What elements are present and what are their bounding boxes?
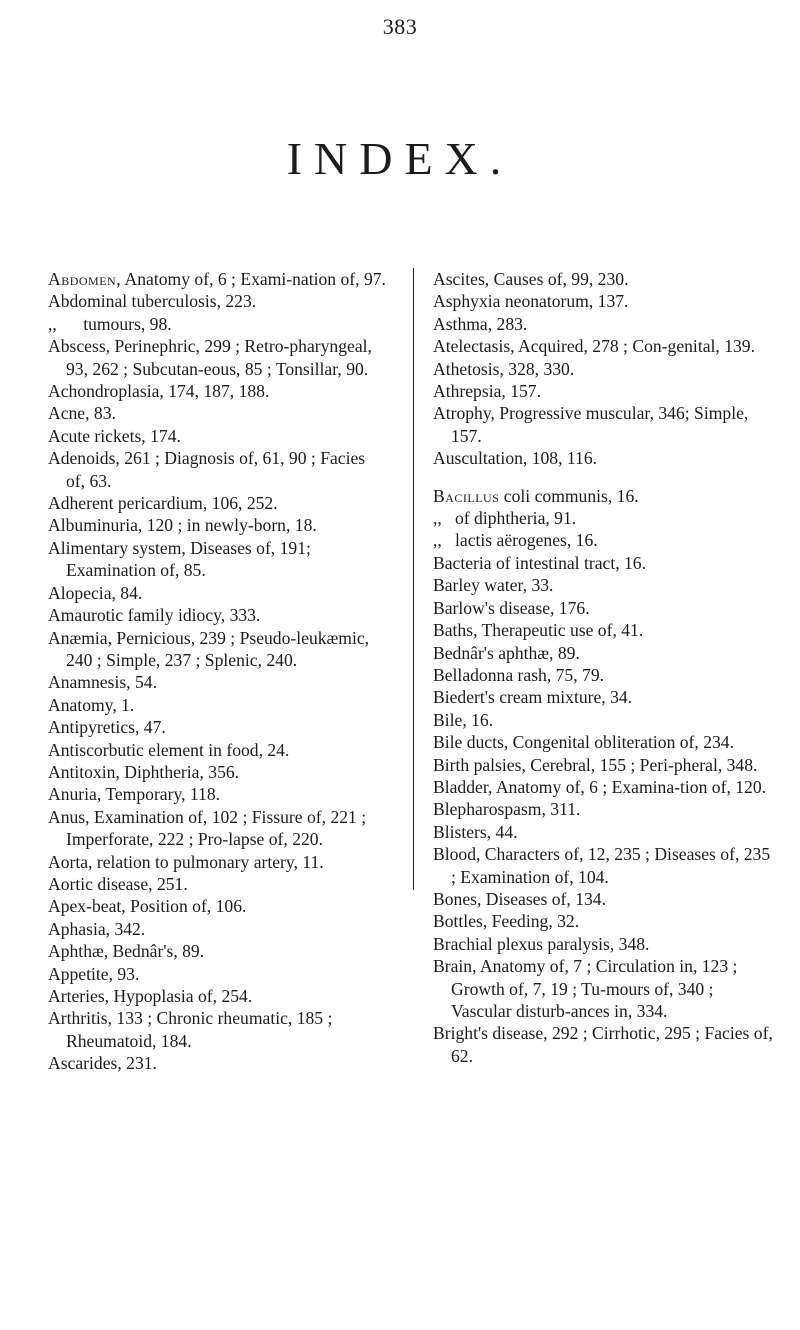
index-entry (433, 597, 775, 619)
index-entry (48, 918, 388, 940)
index-entry (48, 873, 388, 895)
index-entry (48, 963, 388, 985)
index-entry (48, 380, 388, 402)
index-entry-head: Bacteria of intestinal tract, 16. (433, 552, 646, 573)
index-entry-head: Acne, 83. (48, 403, 116, 424)
index-entry-head: Aortic disease, 251. (48, 873, 188, 894)
index-entry (433, 664, 775, 686)
index-entry (48, 492, 388, 514)
index-entry-head: Amaurotic family idiocy, 333. (48, 605, 261, 626)
index-entry-head: Anatomy, 1. (48, 694, 135, 715)
index-entry-head: Alopecia, 84. (48, 582, 143, 603)
index-entry (433, 798, 775, 820)
index-entry-head: Acute rickets, 174. (48, 425, 181, 446)
index-entry-head: Adherent pericardium, 106, 252. (48, 493, 278, 514)
index-entry-head: Asthma, 283. (433, 313, 528, 334)
index-entry-head: Bottles, Feeding, 32. (433, 911, 580, 932)
index-entry-head: Anuria, Temporary, 118. (48, 784, 221, 805)
index-entry (48, 985, 388, 1007)
index-entry (433, 447, 775, 469)
index-entry-head: Bednâr's aphthæ, 89. (433, 642, 580, 663)
index-entry-head: Antitoxin, Diphtheria, 356. (48, 761, 240, 782)
index-entry (48, 537, 388, 582)
index-entry (433, 933, 775, 955)
index-entry (433, 290, 775, 312)
index-entry-head: Brachial plexus paralysis, 348. (433, 933, 650, 954)
page-number: 383 (382, 14, 418, 39)
index-entry-head: Ascites, Causes of, 99, 230. (433, 269, 629, 289)
index-entry (48, 716, 388, 738)
index-entry-head: Alimentary system, Diseases of, 191; Examination of, 85. (48, 537, 311, 581)
index-entry-head: Belladonna rash, 75, 79. (433, 664, 605, 685)
index-entry (433, 955, 775, 1022)
index-entry-head: Biedert's cream mixture, 34. (433, 687, 633, 708)
index-entry (48, 604, 388, 626)
index-entry (433, 619, 775, 641)
index-entry-head: Bile, 16. (433, 709, 494, 730)
index-entry (433, 268, 775, 290)
index-entry-head: Ascarides, 231. (48, 1053, 157, 1074)
index-entry-head: Bones, Diseases of, 134. (433, 888, 606, 909)
column-divider (413, 268, 414, 890)
index-entry (48, 447, 388, 492)
index-entry (48, 582, 388, 604)
index-entry-head: Athrepsia, 157. (433, 381, 541, 402)
index-entry (48, 895, 388, 917)
index-entry-head: ,, (433, 530, 442, 551)
index-entry (433, 821, 775, 843)
index-entry-head: Albuminuria, 120 ; in newly-born, 18. (48, 515, 317, 536)
index-entry-head: Anamnesis, 54. (48, 672, 157, 693)
index-entry-head: Apex-beat, Position of, 106. (48, 896, 247, 917)
index-entry-head: Achondroplasia, 174, 187, 188. (48, 381, 270, 402)
index-column-left (48, 268, 388, 1075)
index-entry (433, 574, 775, 596)
index-entry-head: Anus, Examination of, 102 ; Fissure of, 221 ; Imperforate, 222 ; Pro-lapse of, 220. (48, 806, 367, 850)
index-entry-text: Anatomy of, 6 ; Exami-nation of, 97. (121, 269, 386, 289)
index-entry (433, 888, 775, 910)
index-entry-head: Appetite, 93. (48, 963, 140, 984)
index-entry (48, 425, 388, 447)
index-entry-head: Abdomen, (48, 269, 122, 289)
index-entry-head: Asphyxia neonatorum, 137. (433, 291, 629, 312)
index-entry-head: ,, (48, 313, 57, 334)
index-entry-head: Blepharospasm, 311. (433, 799, 581, 820)
index-entry (433, 380, 775, 402)
index-entry (433, 843, 775, 888)
index-entry-head: Bile ducts, Congenital obliteration of, 234. (433, 732, 735, 753)
index-entry-head: ,, (433, 508, 442, 529)
index-entry-head: Anæmia, Pernicious, 239 ; Pseudo-leukæmic, 240 ; Simple, 237 ; Splenic, 240. (48, 627, 370, 670)
index-entry-head: Atelectasis, Acquired, 278 ; Con-genital, 139. (433, 336, 755, 357)
index-entry (48, 290, 388, 312)
index-entry (48, 1052, 388, 1074)
index-entry (433, 402, 775, 447)
index-entry-head: Bright's disease, 292 ; Cirrhotic, 295 ; Facies of, 62. (433, 1023, 773, 1066)
index-entry (433, 686, 775, 708)
index-entry (48, 739, 388, 761)
index-entry-head: Antipyretics, 47. (48, 717, 166, 738)
index-entry (48, 627, 388, 672)
index-entry-head: Barlow's disease, 176. (433, 597, 590, 618)
index-entry (433, 507, 775, 529)
index-entry (48, 335, 388, 380)
index-entry (433, 776, 775, 798)
index-entry (433, 552, 775, 574)
index-entry-head: Athetosis, 328, 330. (433, 358, 575, 379)
index-entry (433, 1022, 775, 1067)
index-columns (48, 268, 773, 1074)
index-entry (48, 402, 388, 424)
index-entry (433, 358, 775, 380)
index-entry-head: Antiscorbutic element in food, 24. (48, 739, 290, 760)
index-entry-head: Barley water, 33. (433, 575, 554, 596)
index-entry-head: Blood, Characters of, 12, 235 ; Diseases of, 235 ; Examination of, 104. (433, 844, 771, 887)
index-entry (48, 806, 388, 851)
index-entry-head: Birth palsies, Cerebral, 155 ; Peri-pheral, 348. (433, 754, 758, 775)
index-entry (48, 694, 388, 716)
index-entry-text: coli communis, 16. (499, 485, 639, 506)
index-entry (433, 910, 775, 932)
index-entry (433, 731, 775, 753)
index-entry (433, 485, 775, 507)
index-entry (433, 754, 775, 776)
index-entry-head: Abscess, Perinephric, 299 ; Retro-pharyngeal, 93, 262 ; Subcutan-eous, 85 ; Tonsillar, 90. (48, 336, 372, 379)
index-entry-head: Aphasia, 342. (48, 918, 146, 939)
index-entry (48, 671, 388, 693)
index-entry (48, 1007, 388, 1052)
index-entry (433, 709, 775, 731)
index-entry-head: Atrophy, Progressive muscular, 346; Simple, 157. (433, 403, 749, 446)
index-entry-head: Bladder, Anatomy of, 6 ; Examina-tion of, 120. (433, 776, 767, 797)
index-entry (48, 783, 388, 805)
index-entry (48, 851, 388, 873)
index-entry-head: Blisters, 44. (433, 821, 518, 842)
index-entry-head: Abdominal tuberculosis, 223. (48, 291, 257, 312)
index-entry-head: Auscultation, 108, 116. (433, 448, 598, 469)
index-entry-text: lactis aërogenes, 16. (441, 530, 598, 551)
index-entry-head: Aphthæ, Bednâr's, 89. (48, 941, 205, 962)
index-entry (48, 940, 388, 962)
index-entry (433, 313, 775, 335)
page-title: INDEX. (286, 133, 514, 184)
index-entry-head: Bacillus (433, 485, 500, 506)
index-entry-head: Arthritis, 133 ; Chronic rheumatic, 185 ; Rheumatoid, 184. (48, 1008, 333, 1051)
index-entry-head: Arteries, Hypoplasia of, 254. (48, 986, 253, 1006)
index-entry-head: Brain, Anatomy of, 7 ; Circulation in, 123 ; Growth of, 7, 19 ; Tu-mours of, 340 ; Vascular disturb-ances in, 334. (433, 956, 738, 1021)
index-entry (48, 514, 388, 536)
index-entry-text: of diphtheria, 91. (441, 508, 577, 529)
index-entry-head: Adenoids, 261 ; Diagnosis of, 61, 90 ; Facies of, 63. (48, 448, 366, 491)
index-entry (433, 335, 775, 357)
index-entry-text: tumours, 98. (56, 313, 172, 334)
index-entry-head: Aorta, relation to pulmonary artery, 11. (48, 851, 324, 872)
index-entry (48, 761, 388, 783)
index-entry (433, 529, 775, 551)
index-entry (48, 313, 388, 335)
index-column-right (433, 268, 775, 1067)
index-entry-head: Baths, Therapeutic use of, 41. (433, 620, 644, 641)
index-entry (433, 642, 775, 664)
index-entry (48, 268, 388, 290)
